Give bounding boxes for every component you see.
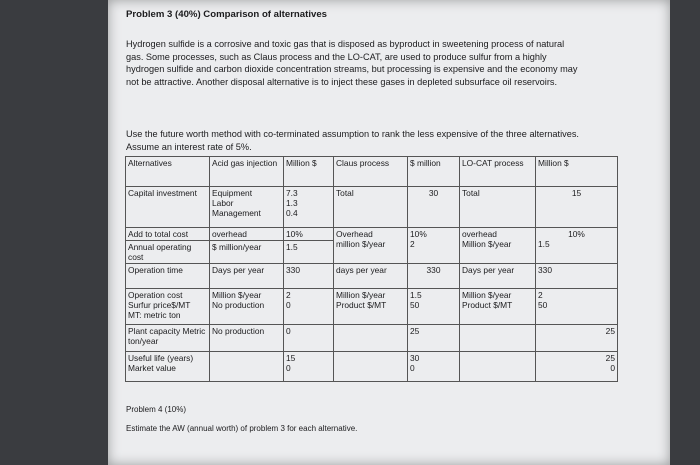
acid-life-values (284, 351, 334, 381)
overhead-locat-value: 10% (568, 228, 585, 239)
sulfur-price-label: Surfur price$/MT (128, 299, 191, 310)
header-million-3: Million $ (536, 157, 618, 187)
claus-product-label: Product $/MT (336, 299, 387, 310)
acid-opcost-value: 2 (286, 289, 291, 300)
claus-op-unit: million $/year (336, 238, 386, 249)
operation-cost-label: Operation cost (128, 289, 183, 300)
locat-capacity-value: 25 (536, 325, 618, 351)
acid-op-unit: $ million/year (210, 241, 284, 264)
equipment-label: Equipment (212, 188, 253, 199)
overhead-locat-label: overhead (462, 228, 497, 239)
days-claus-value: 330 (408, 264, 460, 288)
no-production-label-2: No production (210, 325, 284, 351)
claus-life-empty (334, 351, 408, 381)
table-row (126, 288, 618, 324)
table-row (126, 187, 618, 228)
days-acid-value: 330 (284, 264, 334, 288)
days-claus-label: days per year (334, 264, 408, 288)
header-acid-gas: Acid gas injection (210, 157, 284, 187)
overhead-claus-value: 10% (410, 228, 427, 239)
claus-opcost-values (408, 288, 460, 324)
overhead-acid-value: 10% (284, 227, 334, 240)
useful-life-label: Useful life (years) (128, 352, 194, 363)
table-row (126, 325, 618, 351)
claus-overhead-values (408, 227, 460, 263)
claus-market-value: 0 (410, 362, 415, 373)
locat-life-value: 25 (605, 352, 615, 363)
claus-product-value: 50 (410, 299, 420, 310)
problem-3-title: Problem 3 (40%) Comparison of alternatives (126, 9, 327, 20)
locat-opcost-value: 2 (538, 289, 543, 300)
locat-op-unit: Million $/year (462, 238, 512, 249)
overhead-acid-label: overhead (210, 227, 284, 240)
locat-product-label: Product $/MT (462, 299, 513, 310)
plant-capacity-label: Plant capacity Metric ton/year (126, 325, 210, 351)
locat-overhead-values (536, 227, 618, 263)
life-market-cell (126, 351, 210, 381)
acid-opcost-unit: Million $/year (212, 289, 262, 300)
claus-capacity-empty (334, 325, 408, 351)
overhead-claus-label: Overhead (336, 228, 373, 239)
labor-label: Labor (212, 198, 234, 209)
days-acid-label: Days per year (210, 264, 284, 288)
locat-total-label: Total (460, 187, 536, 228)
metric-ton-label: MT: metric ton (128, 309, 181, 320)
claus-total-value: 30 (408, 187, 460, 228)
add-total-cost-label: Add to total cost (126, 227, 210, 240)
alternatives-table (125, 156, 618, 382)
header-claus: Claus process (334, 157, 408, 187)
locat-opcost-values (536, 288, 618, 324)
no-production-value-1: 0 (286, 299, 291, 310)
capital-values (284, 187, 334, 228)
locat-capacity-empty (460, 325, 536, 351)
equipment-value: 7.3 (286, 188, 298, 199)
acid-opcost-values (284, 288, 334, 324)
table-row (126, 264, 618, 288)
claus-life-values (408, 351, 460, 381)
acid-life-value: 15 (286, 352, 296, 363)
header-million-1: Million $ (284, 157, 334, 187)
problem-4-title: Problem 4 (10%) (126, 405, 187, 414)
operation-cost-cell (126, 288, 210, 324)
locat-total-value: 15 (536, 187, 618, 228)
claus-opcost-unit: Million $/year (336, 289, 386, 300)
claus-op-value: 2 (410, 238, 415, 249)
capital-items (210, 187, 284, 228)
header-locat: LO-CAT process (460, 157, 536, 187)
claus-life-value: 30 (410, 352, 420, 363)
annual-operating-cost-label: Annual operating cost (126, 241, 210, 264)
acid-opcost-cell (210, 288, 284, 324)
operation-time-label: Operation time (126, 264, 210, 288)
claus-overhead-cell (334, 227, 408, 263)
locat-product-value: 50 (538, 299, 548, 310)
no-production-label-1: No production (212, 299, 265, 310)
locat-opcost-unit: Million $/year (462, 289, 512, 300)
acid-market-value: 0 (286, 362, 291, 373)
table-row (126, 227, 618, 240)
labor-value: 1.3 (286, 198, 298, 209)
locat-market-value: 0 (610, 362, 615, 373)
capital-investment-label: Capital investment (126, 187, 210, 228)
claus-opcost-cell (334, 288, 408, 324)
management-label: Management (212, 208, 261, 219)
header-million-2: $ million (408, 157, 460, 187)
table-row (126, 157, 618, 187)
management-value: 0.4 (286, 208, 298, 219)
instruction-paragraph: Use the future worth method with co-terminated assumption to rank the less expensive of the three alternatives. Assume an interest rate of 5%. (126, 129, 579, 152)
claus-capacity-value: 25 (408, 325, 460, 351)
locat-life-values (536, 351, 618, 381)
locat-overhead-cell (460, 227, 536, 263)
market-value-label: Market value (128, 362, 176, 373)
problem-4-text: Estimate the AW (annual worth) of problem 3 for each alternative. (126, 424, 358, 433)
claus-total-label: Total (334, 187, 408, 228)
locat-opcost-cell (460, 288, 536, 324)
table-row (126, 351, 618, 381)
claus-opcost-value: 1.5 (410, 289, 422, 300)
no-production-value-2: 0 (284, 325, 334, 351)
header-alternatives: Alternatives (126, 157, 210, 187)
acid-op-value: 1.5 (284, 241, 334, 264)
intro-paragraph: Hydrogen sulfide is a corrosive and toxic gas that is disposed as byproduct in sweetening process of natural gas. Some processes, such as Claus process and the LO-CAT, are used to produce sulfur from a highly hydrogen sulfide and carbon dioxide concentration streams, but processing is expensive and the economy may not be attractive. Another disposal alternative is to inject these gases in depleted subsurface oil reservoirs. (126, 39, 578, 87)
document-page (108, 0, 670, 465)
days-locat-value: 330 (536, 264, 618, 288)
days-locat-label: Days per year (460, 264, 536, 288)
acid-life-empty (210, 351, 284, 381)
locat-op-value: 1.5 (538, 238, 550, 249)
locat-life-empty (460, 351, 536, 381)
